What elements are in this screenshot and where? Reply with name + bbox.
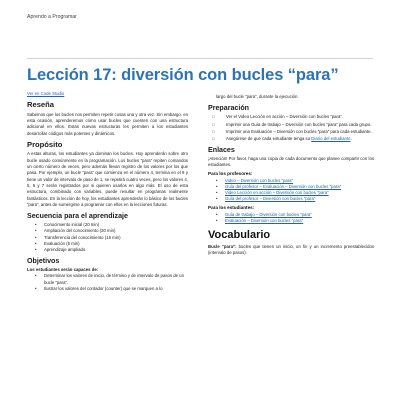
profesores-list bbox=[208, 178, 374, 203]
list-item: □ Imprimir una Guía de trabajo – Diversión con bucles “para” para cada grupo. bbox=[212, 121, 372, 127]
preparacion-list bbox=[208, 114, 374, 142]
list-item: • Transferencia del conocimiento (15 min) bbox=[35, 234, 121, 240]
list-item: • Conocimiento inicial (20 min) bbox=[35, 222, 100, 228]
page-title: Lección 17: diversión con bucles “para” bbox=[27, 66, 339, 84]
estudiantes-list bbox=[208, 212, 374, 224]
list-item: □ Imprimir una Evaluación – Diversión con bucles “para” para cada estudiante. bbox=[212, 128, 372, 134]
right-column bbox=[208, 94, 374, 259]
resource-link[interactable]: Evaluación – Diversión con bucles “para” bbox=[225, 217, 304, 223]
bullet-icon: • bbox=[216, 177, 218, 183]
list-item: • Aprendizaje ampliado bbox=[35, 246, 86, 252]
header-divider bbox=[27, 58, 373, 59]
bullet-icon: • bbox=[35, 285, 37, 291]
estudiantes-heading: Para los estudiantes: bbox=[208, 204, 255, 210]
objetivos-intro: Los estudiantes serán capaces de: bbox=[27, 267, 99, 273]
list-item: • Ilustrar los valores del contador (counter) que se marquen a lo bbox=[35, 285, 163, 291]
diario-link[interactable]: Diario del estudiante bbox=[311, 135, 351, 141]
bullet-icon: • bbox=[35, 234, 37, 240]
checkbox-icon: □ bbox=[212, 114, 215, 120]
vocabulario-heading: Vocabulario bbox=[208, 228, 271, 241]
resource-link[interactable]: Video – Diversión con bucles “para” bbox=[225, 177, 293, 183]
page-header: Aprendo a Programar bbox=[27, 14, 77, 20]
bullet-icon: • bbox=[35, 228, 37, 234]
resource-link[interactable]: Guía del profesor – Evaluación – Diversión con bucles “para” bbox=[225, 183, 342, 189]
objetivos-heading: Objetivos bbox=[27, 257, 60, 266]
checkbox-icon: □ bbox=[212, 135, 215, 141]
preparacion-heading: Preparación bbox=[208, 104, 250, 113]
bullet-icon: • bbox=[216, 196, 218, 202]
secuencia-heading: Secuencia para el aprendizaje bbox=[27, 212, 128, 221]
list-item: • Evaluación (5 min) bbox=[35, 240, 80, 246]
checkbox-icon: □ bbox=[212, 121, 215, 127]
bullet-icon: • bbox=[216, 183, 218, 189]
resource-link[interactable]: Guía de trabajo – Diversión con bucles “para” bbox=[225, 211, 312, 217]
proposito-heading: Propósito bbox=[27, 139, 63, 149]
code-studio-link[interactable]: Ver en Code Studio bbox=[27, 91, 65, 96]
list-item: □ Asegúrese de que cada estudiante tenga su Diario del estudiante. bbox=[212, 135, 352, 141]
bullet-icon: • bbox=[216, 217, 218, 223]
objetivos-list bbox=[27, 273, 188, 292]
objetivos-continuation: largo del bucle “para”, durante la ejecución. bbox=[216, 94, 299, 99]
list-item: • Determinar los valores de inicio, de término y de intervalo de pasos de un bucle “para”. bbox=[35, 273, 184, 285]
bullet-icon: • bbox=[35, 222, 37, 228]
secuencia-list bbox=[27, 222, 188, 253]
vocab-definition: bucles que tienen un inicio, un fin y un incremento preestablecidos (intervalo de pasos). bbox=[208, 243, 374, 256]
resource-link[interactable]: Guía del profesor – Diversión con bucles “para” bbox=[225, 196, 316, 202]
enlaces-heading: Enlaces bbox=[208, 146, 235, 155]
list-item: • Ampliación del conocimiento (20 min) bbox=[35, 228, 116, 234]
list-item: □ Ver el Video Lección en acción – Diversión con bucles “para”. bbox=[212, 114, 343, 120]
bullet-icon: • bbox=[35, 273, 37, 279]
resource-link[interactable]: Video Lección en acción – Diversión con bucles “para” bbox=[225, 190, 329, 196]
vocab-term: Bucle “para”: bbox=[208, 243, 237, 249]
bullet-icon: • bbox=[35, 240, 37, 246]
list-item bbox=[216, 196, 374, 202]
resena-heading: Reseña bbox=[27, 100, 55, 110]
left-column bbox=[27, 91, 188, 294]
proposito-text: A estas alturas, los estudiantes ya dominan los bucles. Hoy aprenderán sobre otro bucle usado comúnmente en la programación. Los bucles “para” repiten comandos un cierto número de veces, pero además llevan registro de los valores por los que pasa. Por ejemplo, un bucle “para” que comienza en el número 4, termina en el 8 y tiene un valor de intervalo de paso de 1, se repetirá cuatro veces, pero los valores 4, 5, 6 y 7 serán registrados por si quieren usarlos en algo más. El uso de esta estructura, combinado con variables, puede resultar en programas realmente fantásticos. En la lección de hoy, los estudiantes aprenderán lo básico de los bucles “para”, antes de sumergirse a programar con ellos en la lecciones futuras. bbox=[27, 151, 188, 207]
profesores-heading: Para los profesores: bbox=[208, 170, 253, 176]
bullet-icon: • bbox=[216, 211, 218, 217]
vocabulario-entry bbox=[208, 244, 374, 257]
list-item bbox=[216, 218, 374, 224]
resena-text: Sabemos que los bucles nos permiten repetir cosas una y otra vez. Sin embargo, en esta ocasión, aprenderemos cómo usar bucles que cuenten con una estructura adicional en ellos. Estas nuevas estructuras les permiten a los estudiantes desarrollar códigos más potentes y dinámicos. bbox=[27, 111, 188, 136]
enlaces-intro: ¡Atención! Por favor, haga una copia de cada documento que planee compartir con los estudiantes. bbox=[208, 156, 374, 168]
bullet-icon: • bbox=[216, 190, 218, 196]
checkbox-icon: □ bbox=[212, 128, 215, 134]
bullet-icon: • bbox=[35, 246, 37, 252]
